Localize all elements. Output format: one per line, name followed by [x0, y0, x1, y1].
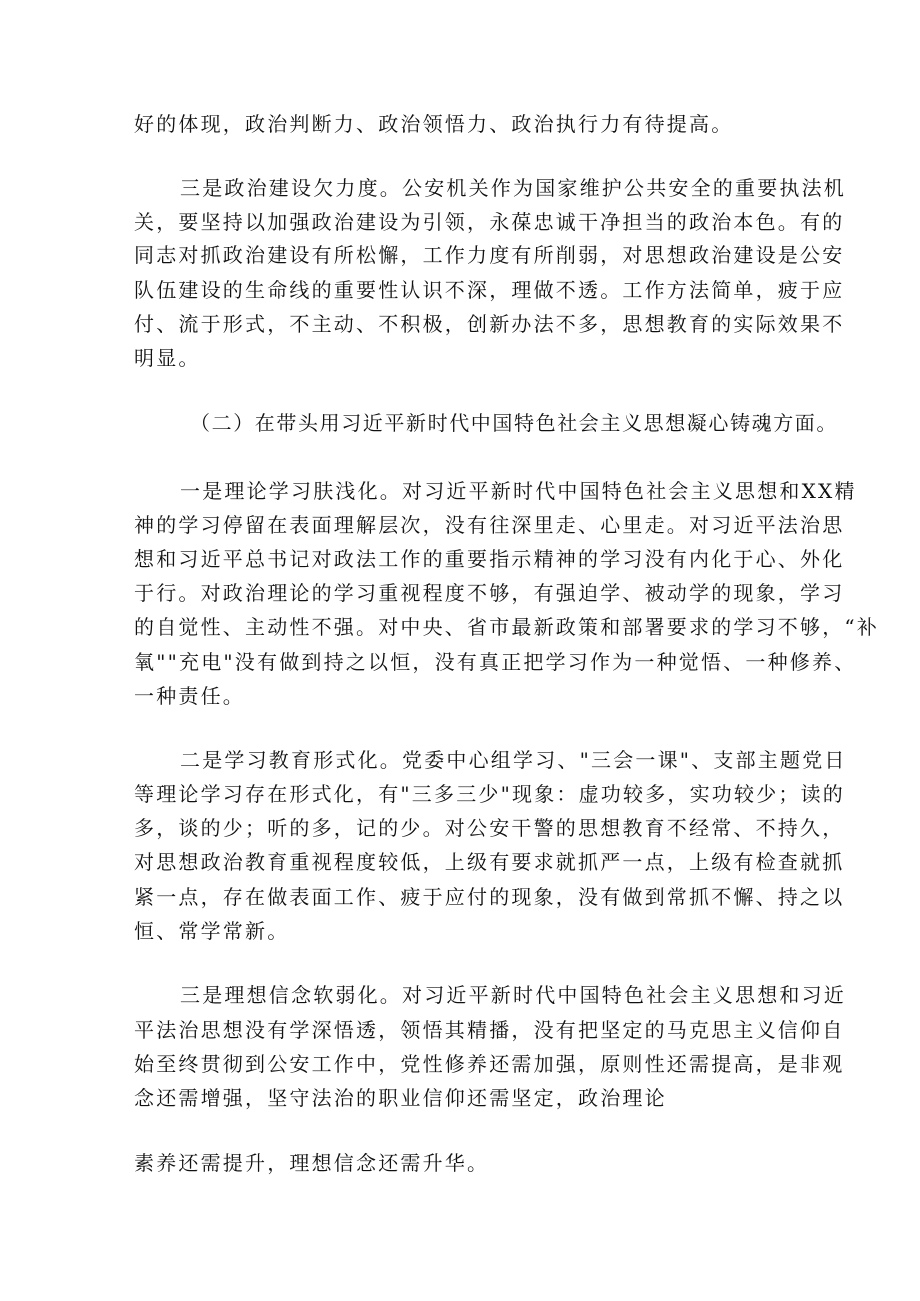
text-line: 一种责任。: [134, 684, 245, 708]
text-line: 平法治思想没有学深悟透，领悟其精播，没有把坚定的马克思主义信仰自: [134, 1018, 845, 1042]
text-line: 素养还需提升，理想信念还需升华。: [134, 1151, 490, 1175]
text-line: 始至终贯彻到公安工作中，党性修养还需加强，原则性还需提高，是非观: [134, 1052, 845, 1076]
text-line: 氧""充电"没有做到持之以恒，没有真正把学习作为一种觉悟、一种修养、: [134, 650, 857, 674]
text-line: 对思想政治教育重视程度较低，上级有要求就抓严一点，上级有检查就抓: [134, 850, 845, 874]
paragraph-first-line: 一是理论学习肤浅化。对习近平新时代中国特色社会主义思想和XX精: [180, 479, 857, 503]
text-line: 付、流于形式，不主动、不积极，创新办法不多，思想教育的实际效果不: [134, 312, 845, 336]
text-line: 于行。对政治理论的学习重视程度不够，有强迫学、被动学的现象，学习: [134, 581, 845, 605]
text-line: 队伍建设的生命线的重要性认识不深，理做不透。工作方法简单，疲于应: [134, 278, 845, 302]
text-line: 等理论学习存在形式化，有"三多三少"现象：虚功较多，实功较少；读的: [134, 782, 845, 806]
section-heading: （二）在带头用习近平新时代中国特色社会主义思想凝心铸魂方面。: [190, 411, 838, 435]
text-line: 紧一点，存在做表面工作、疲于应付的现象，没有做到常抓不懈、持之以: [134, 885, 845, 909]
paragraph-first-line: 三是理想信念软弱化。对习近平新时代中国特色社会主义思想和习近: [180, 983, 846, 1007]
text-line: 关，要坚持以加强政治建设为引领，永葆忠诚干净担当的政治本色。有的: [134, 210, 845, 234]
text-line: 好的体现，政治判断力、政治领悟力、政治执行力有待提高。: [134, 112, 734, 136]
text-line: 的自觉性、主动性不强。对中央、省市最新政策和部署要求的学习不够，“补: [134, 615, 880, 639]
text-line: 同志对抓政治建设有所松懈，工作力度有所削弱，对思想政治建设是公安: [134, 243, 845, 267]
text-line: 明显。: [134, 346, 201, 370]
paragraph-first-line: 二是学习教育形式化。党委中心组学习、"三会一课"、支部主题党日: [180, 748, 847, 772]
text-line: 恒、常学常新。: [134, 919, 290, 943]
text-line: 念还需增强，坚守法治的职业信仰还需坚定，政治理论: [134, 1086, 667, 1110]
paragraph-first-line: 三是政治建设欠力度。公安机关作为国家维护公共安全的重要执法机: [180, 176, 846, 200]
text-line: 神的学习停留在表面理解层次，没有往深里走、心里走。对习近平法治思: [134, 513, 845, 537]
text-line: 想和习近平总书记对政法工作的重要指示精神的学习没有内化于心、外化: [134, 547, 845, 571]
text-line: 多，谈的少；听的多，记的少。对公安干警的思想教育不经常、不持久，: [134, 816, 845, 840]
